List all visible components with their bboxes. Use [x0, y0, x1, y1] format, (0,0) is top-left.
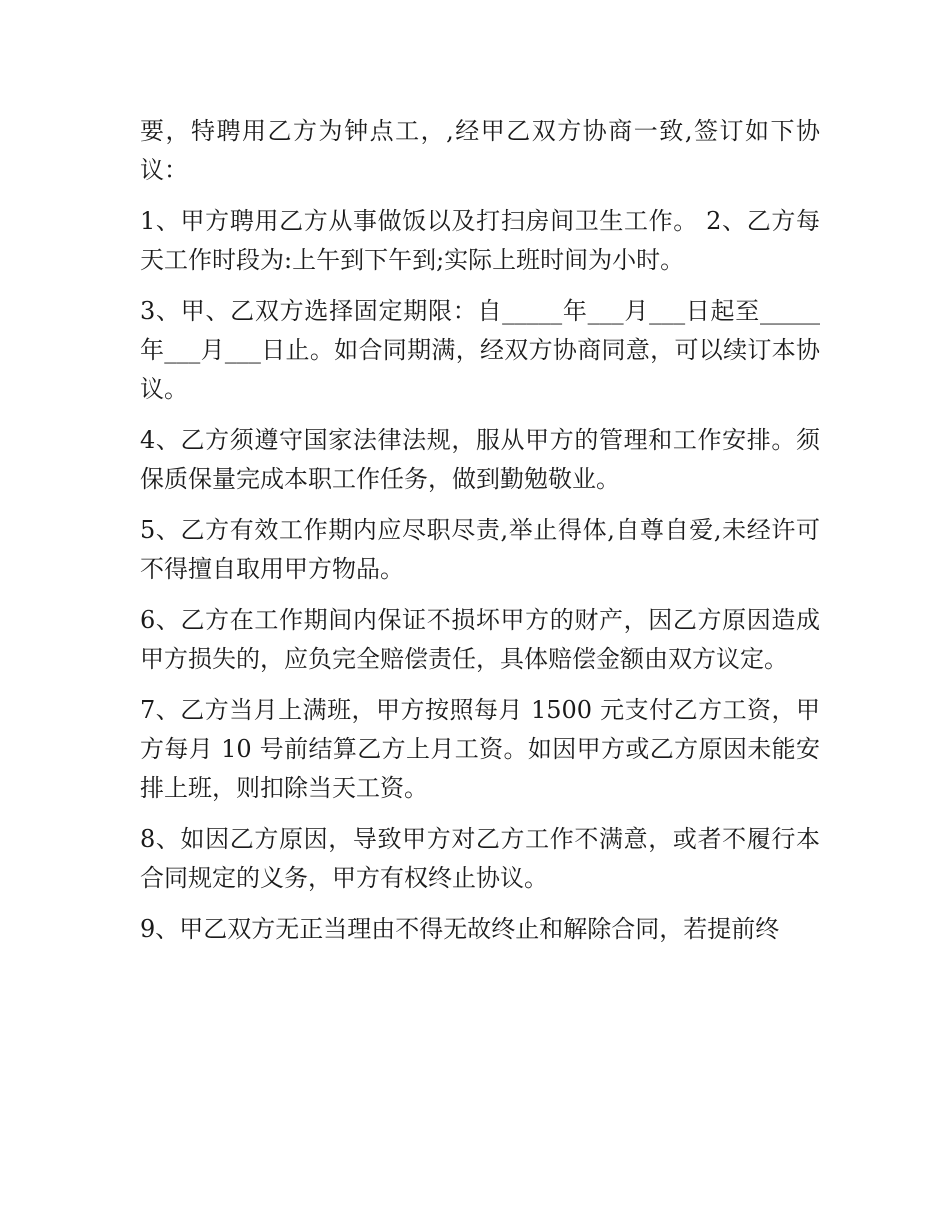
- paragraph-clause-4: 4、乙方须遵守国家法律法规，服从甲方的管理和工作安排。须保质保量完成本职工作任务，做到勤勉敬业。: [140, 426, 820, 493]
- paragraph-clause-8: 8、如因乙方原因，导致甲方对乙方工作不满意，或者不履行本合同规定的义务，甲方有权终止协议。: [140, 825, 820, 892]
- paragraph-clause-9: 9、甲乙双方无正当理由不得无故终止和解除合同，若提前终: [140, 915, 780, 943]
- paragraph-clause-3: 3、甲、乙双方选择固定期限：自_____年___月___日起至_____年___月___日止。如合同期满，经双方协商同意，可以续订本协议。: [140, 297, 820, 403]
- document-body: [140, 112, 820, 961]
- paragraph-clause-7: 7、乙方当月上满班，甲方按照每月 1500 元支付乙方工资，甲方每月 10 号前结算乙方上月工资。如因甲方或乙方原因未能安排上班，则扣除当天工资。: [140, 696, 820, 802]
- paragraph-clause-1-2: 1、甲方聘用乙方从事做饭以及打扫房间卫生工作。 2、乙方每天工作时段为:上午到下午到;实际上班时间为小时。: [140, 207, 820, 274]
- paragraph-intro: 要，特聘用乙方为钟点工，,经甲乙双方协商一致,签订如下协议：: [140, 117, 820, 184]
- paragraph-clause-5: 5、乙方有效工作期内应尽职尽责,举止得体,自尊自爱,未经许可不得擅自取用甲方物品。: [140, 516, 820, 583]
- paragraph-clause-6: 6、乙方在工作期间内保证不损坏甲方的财产，因乙方原因造成甲方损失的，应负完全赔偿责任，具体赔偿金额由双方议定。: [140, 606, 820, 673]
